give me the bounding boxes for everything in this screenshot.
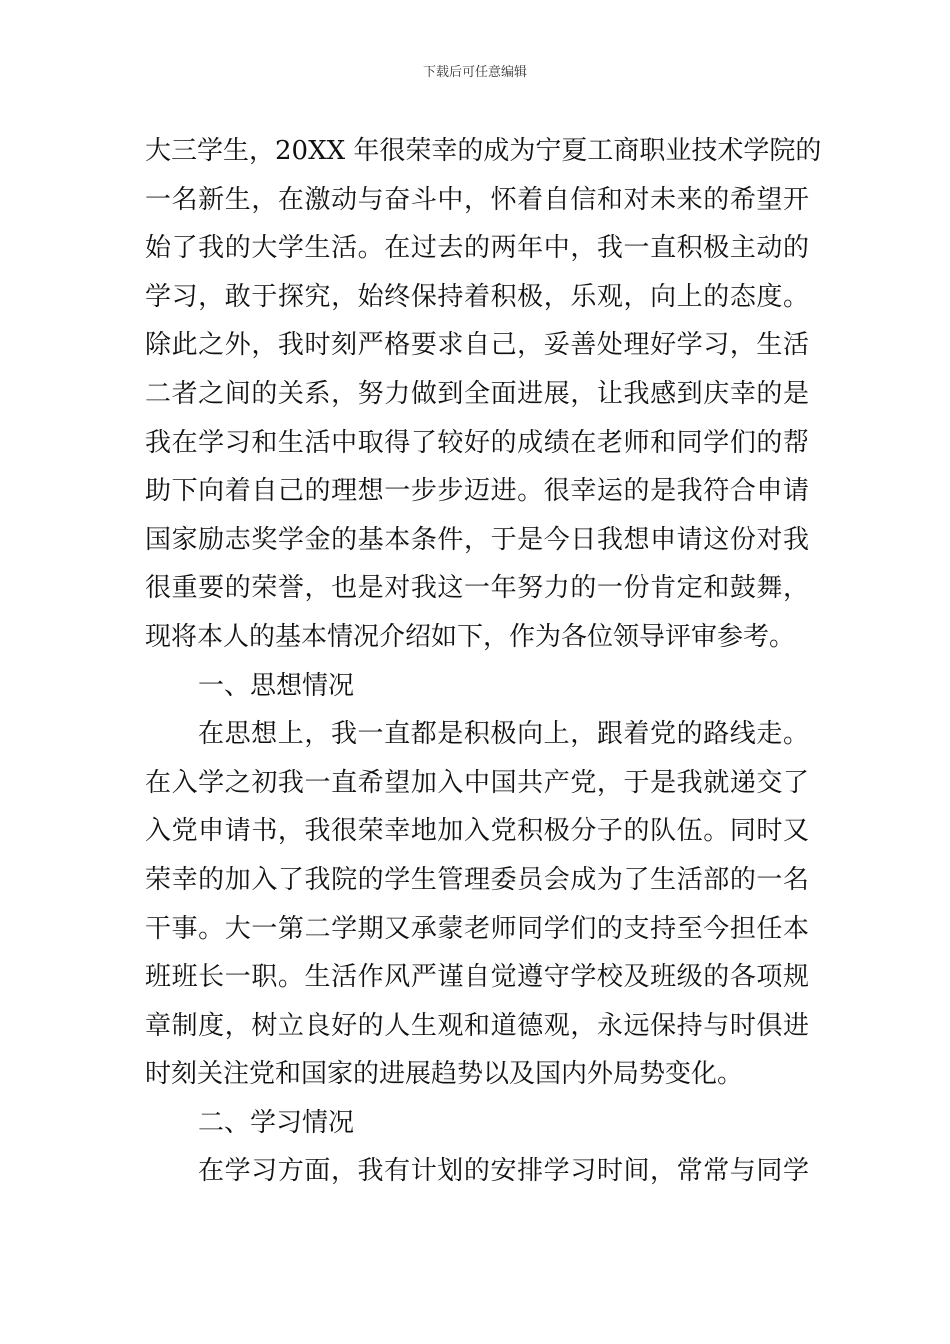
text-line: 在思想上，我一直都是积极向上，跟着党的路线走。 — [198, 719, 809, 750]
text-line: 学习，敢于探究，始终保持着积极，乐观，向上的态度。 — [145, 281, 809, 312]
text-line: 助下向着自己的理想一步步迈进。很幸运的是我符合申请 — [145, 476, 809, 507]
text-line: 很重要的荣誉，也是对我这一年努力的一份肯定和鼓舞， — [145, 573, 809, 604]
text-line: 国家励志奖学金的基本条件，于是今日我想申请这份对我 — [145, 524, 809, 555]
page-header-note: 下载后可任意编辑 — [422, 65, 527, 80]
text-line: 在学习方面，我有计划的安排学习时间，常常与同学 — [198, 1156, 809, 1187]
text-line: 入党申请书，我很荣幸地加入党积极分子的队伍。同时又 — [145, 816, 809, 847]
text-line: 班班长一职。生活作风严谨自觉遵守学校及班级的各项规 — [145, 962, 809, 993]
text-line: 二者之间的关系，努力做到全面进展，让我感到庆幸的是 — [145, 378, 809, 409]
text-line: 时刻关注党和国家的进展趋势以及国内外局势变化。 — [145, 1059, 744, 1090]
text-line: 章制度，树立良好的人生观和道德观，永远保持与时俱进 — [145, 1010, 809, 1041]
text-line: 除此之外，我时刻严格要求自己，妥善处理好学习，生活 — [145, 330, 809, 361]
document-body — [145, 127, 822, 1196]
text-line: 我在学习和生活中取得了较好的成绩在老师和同学们的帮 — [145, 427, 809, 458]
text-line: 大三学生，20XX 年很荣幸的成为宁夏工商职业技术学院的 — [145, 136, 822, 166]
text-line: 始了我的大学生活。在过去的两年中，我一直积极主动的 — [145, 233, 809, 264]
text-line: 一名新生，在激动与奋斗中，怀着自信和对未来的希望开 — [145, 184, 809, 215]
text-line: 荣幸的加入了我院的学生管理委员会成为了生活部的一名 — [145, 864, 809, 895]
text-line: 现将本人的基本情况介绍如下，作为各位领导评审参考。 — [145, 621, 796, 652]
section-heading: 一、思想情况 — [198, 670, 355, 701]
section-heading: 二、学习情况 — [198, 1107, 355, 1138]
text-line: 干事。大一第二学期又承蒙老师同学们的支持至今担任本 — [145, 913, 809, 944]
text-line: 在入学之初我一直希望加入中国共产党，于是我就递交了 — [145, 767, 809, 798]
